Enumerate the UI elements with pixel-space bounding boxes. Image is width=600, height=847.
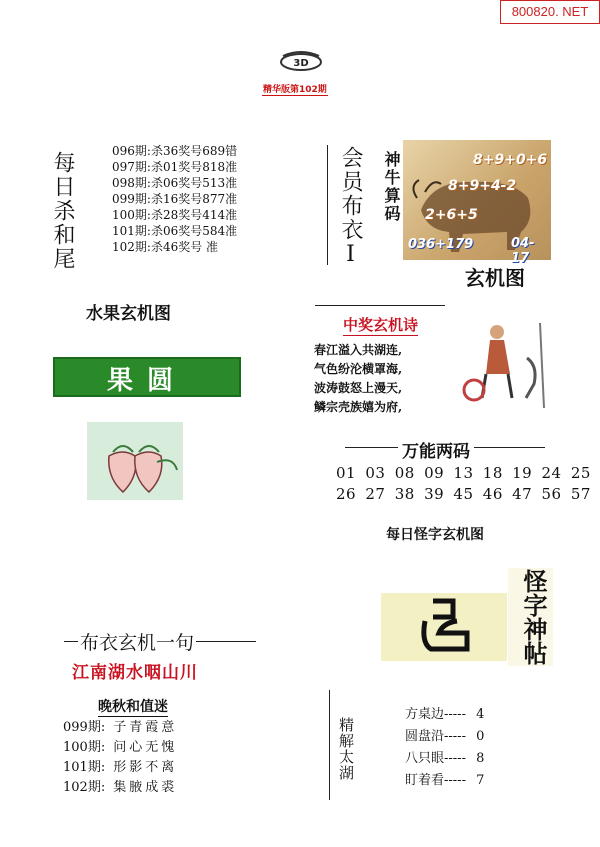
strange-char-glyph xyxy=(381,593,507,661)
divider xyxy=(329,690,330,800)
divider xyxy=(315,305,445,306)
wanqiu-row: 102期: 集腋成裘 xyxy=(63,780,178,795)
taihu-list xyxy=(405,704,484,792)
issue-label: 精华版第102期 xyxy=(262,82,328,96)
poem-title: 中奖玄机诗 xyxy=(343,316,419,334)
daily-kill-list xyxy=(112,143,237,255)
daily-kill-row: 097期:杀01奖号818准 xyxy=(112,160,238,174)
two-codes-row: 26 27 38 39 45 46 47 56 57 xyxy=(336,485,591,503)
ox-picture xyxy=(403,140,551,266)
fruit-banner-text: 果圆 xyxy=(106,366,187,396)
strawberry-picture xyxy=(87,422,183,500)
taihu-row: 方桌边----- 4 xyxy=(405,707,485,722)
svg-text:3D: 3D xyxy=(293,58,309,69)
taihu-title: 精解太湖 xyxy=(337,717,355,781)
wanqiu-row: 099期: 子青霞意 xyxy=(63,720,178,735)
two-codes-row: 01 03 08 09 13 18 19 24 25 xyxy=(336,464,591,482)
strange-char-title: 每日怪字玄机图 xyxy=(386,527,484,543)
two-codes-title: 万能两码 xyxy=(398,437,474,462)
strawberry-icon xyxy=(87,422,183,500)
poem-line: 春江溢入共湖连, xyxy=(314,343,403,357)
daily-kill-row: 100期:杀28奖号414准 xyxy=(112,208,238,222)
daily-kill-row: 098期:杀06奖号513准 xyxy=(112,176,238,190)
buyi-line: 江南湖水咽山川 xyxy=(72,663,198,683)
divider xyxy=(327,145,328,265)
site-watermark: 800820. NET xyxy=(500,0,600,24)
buyi-title: 布衣玄机一句 xyxy=(78,628,196,655)
member-title: 会员布衣I xyxy=(338,146,363,269)
fruit-banner xyxy=(53,357,241,397)
ox-formula: 036+179 xyxy=(408,237,474,252)
taihu-row: 八只眼----- 8 xyxy=(405,751,485,766)
ox-title: 神牛算码 xyxy=(382,151,401,223)
fruit-title: 水果玄机图 xyxy=(86,304,171,324)
poem-line: 气色纷沦横罩海, xyxy=(314,362,403,376)
taihu-row: 盯着看----- 7 xyxy=(405,773,485,788)
wanqiu-row: 101期: 形影不离 xyxy=(63,760,178,775)
poem-line: 波涛鼓怒上漫天, xyxy=(314,381,403,395)
daily-kill-row: 096期:杀36奖号689错 xyxy=(112,144,238,158)
fisherman-illustration xyxy=(452,318,552,413)
ox-date: 04-17 xyxy=(511,236,535,266)
strange-char-side: 怪字神帖 xyxy=(508,568,553,666)
ox-formula: 8+9+0+6 xyxy=(473,152,548,168)
ox-formula: 2+6+5 xyxy=(425,207,478,223)
wanqiu-row: 100期: 问心无愧 xyxy=(63,740,178,755)
taihu-row: 圆盘沿----- 0 xyxy=(405,729,485,744)
daily-kill-row: 102期:杀46奖号 准 xyxy=(112,240,219,254)
poem-line: 鳞宗壳族嬉为府, xyxy=(314,400,403,414)
poem-lines xyxy=(314,341,402,417)
daily-kill-title: 每日杀和尾 xyxy=(50,151,75,271)
strange-char-picture xyxy=(381,593,507,661)
daily-kill-row: 101期:杀06奖号584准 xyxy=(112,224,238,238)
ox-formula: 8+9+4-2 xyxy=(448,178,517,194)
masthead-logo xyxy=(279,50,323,72)
wanqiu-list xyxy=(63,718,177,798)
daily-kill-row: 099期:杀16奖号877准 xyxy=(112,192,238,206)
xuanji-caption: 玄机图 xyxy=(465,266,525,290)
wanqiu-title: 晚秋和值迷 xyxy=(98,696,168,717)
